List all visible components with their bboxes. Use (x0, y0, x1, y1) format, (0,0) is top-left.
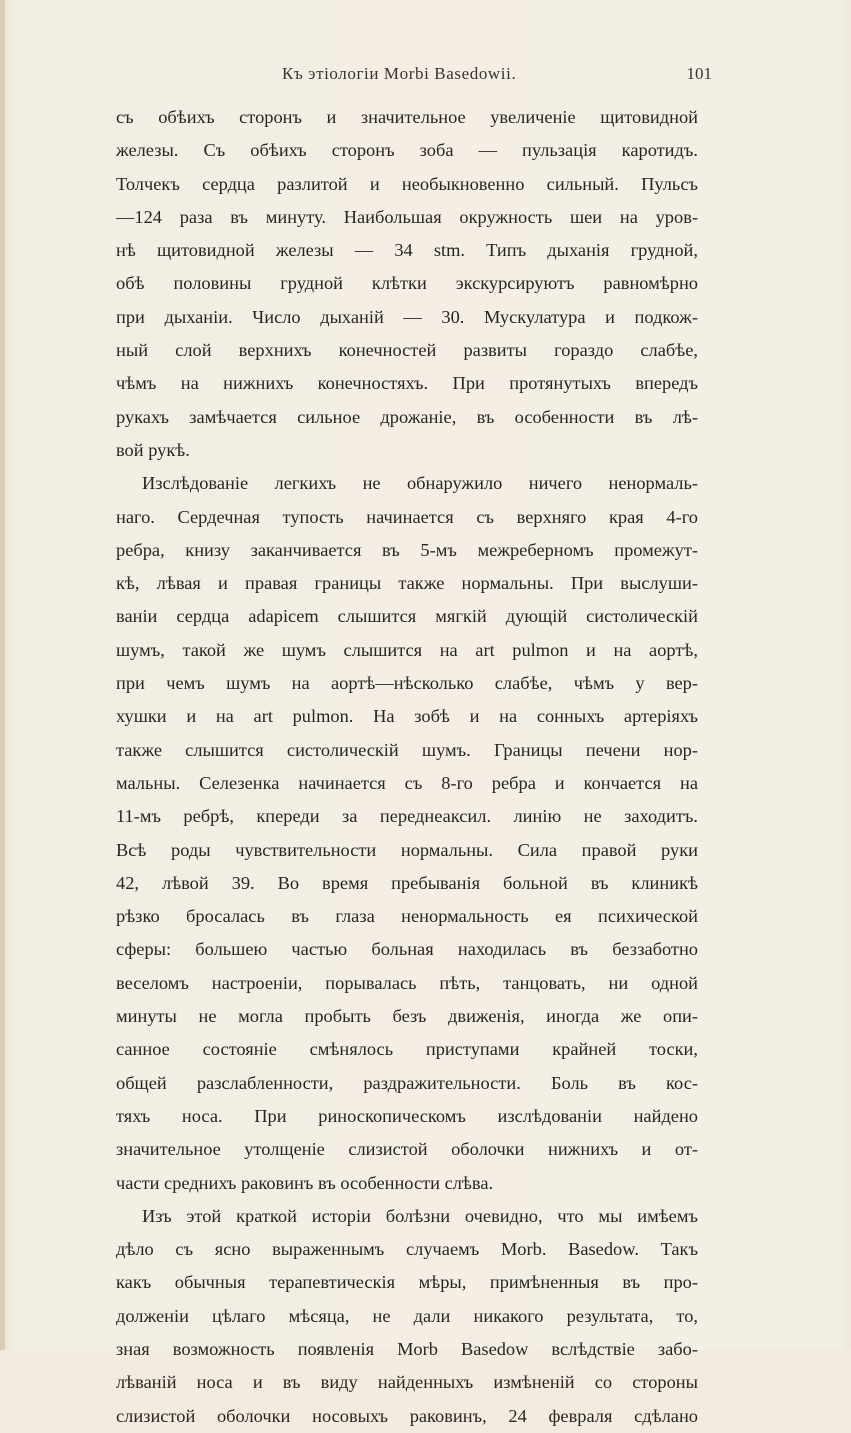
text-line: при дыханiи. Число дыханiй — 30. Мускулатура и подкож- (116, 306, 698, 327)
page-edge (0, 0, 5, 1350)
text-line: 42, лѣвой 39. Во время пребыванiя больной въ клиникѣ (116, 872, 698, 893)
text-line: наго. Сердечная тупость начинается съ верхняго края 4-го (116, 506, 698, 527)
text-line: рукахъ замѣчается сильное дрожанiе, въ особенности въ лѣ- (116, 406, 698, 427)
paragraph-start-line: Изъ этой краткой исторiи болѣзни очевидно, что мы имѣемъ (142, 1205, 698, 1226)
text-line: минуты не могла пробыть безъ движенiя, иногда же опи- (116, 1006, 698, 1027)
text-line: чѣмъ на нижнихъ конечностяхъ. При протянутыхъ впередъ (116, 373, 698, 394)
text-line: лѣванiй носа и въ виду найденныхъ измѣненiй со стороны (116, 1372, 698, 1393)
text-line: веселомъ настроенiи, порывалась пѣть, танцовать, ни одной (116, 972, 698, 993)
text-line: тяхъ носа. При риноскопическомъ изслѣдованiи найдено (116, 1105, 698, 1126)
body-text (116, 101, 698, 1433)
paragraph-end-line: вой рукѣ. (116, 439, 190, 460)
paragraph-start-line: Изслѣдованiе легкихъ не обнаружило ничего ненормаль- (142, 473, 698, 494)
text-line: при чемъ шумъ на аортѣ—нѣсколько слабѣе, чѣмъ у вер- (116, 673, 698, 694)
text-line: кѣ, лѣвая и правая границы также нормальны. При выслуши- (116, 573, 698, 594)
text-line: общей разслабленности, раздражительности. Боль въ кос- (116, 1072, 698, 1093)
text-line: ребра, книзу заканчивается въ 5-мъ межреберномъ промежут- (116, 539, 698, 560)
text-line: нѣ щитовидной железы — 34 stm. Типъ дыханiя грудной, (116, 240, 698, 261)
text-line: Всѣ роды чувствительности нормальны. Сила правой руки (116, 839, 698, 860)
text-line: —124 раза въ минуту. Наибольшая окружность шеи на уров- (116, 206, 698, 227)
text-line: зная возможность появленiя Morb Basedow вслѣдствiе забо- (116, 1338, 698, 1359)
text-line: мальны. Селезенка начинается съ 8-го ребра и кончается на (116, 772, 698, 793)
text-line: санное состоянiе смѣнялось приступами крайней тоски, (116, 1039, 698, 1060)
paragraph-end-line: части среднихъ раковинъ въ особенности слѣва. (116, 1172, 494, 1193)
text-line: слизистой оболочки носовыхъ раковинъ, 24 февраля сдѣлано (116, 1405, 698, 1426)
text-line: ный слой верхнихъ конечностей развиты гораздо слабѣе, (116, 340, 698, 361)
running-head: Къ этiологiи Morbi Basedowii. (282, 64, 517, 83)
text-line: долженiи цѣлаго мѣсяца, не дали никакого результата, то, (116, 1305, 698, 1326)
text-line: какъ обычныя терапевтическiя мѣры, примѣненныя въ про- (116, 1272, 698, 1293)
text-line: 11-мъ ребрѣ, кпереди за переднеаксил. линiю не заходитъ. (116, 806, 698, 827)
text-line: дѣло съ ясно выраженнымъ случаемъ Morb. Basedow. Такъ (116, 1239, 698, 1260)
text-line: также слышится систолическiй шумъ. Границы печени нор- (116, 739, 698, 760)
text-line: сферы: большею частью больная находилась въ беззаботно (116, 939, 698, 960)
text-line: шумъ, такой же шумъ слышится на art pulmon и на аортѣ, (116, 639, 698, 660)
page-number: 101 (686, 64, 712, 83)
text-line: ванiи сердца adapicem слышится мягкiй дующiй систолическiй (116, 606, 698, 627)
text-line: Толчекъ сердца разлитой и необыкновенно сильный. Пульсъ (116, 173, 698, 194)
text-line: съ обѣихъ сторонъ и значительное увеличенiе щитовидной (116, 107, 698, 127)
text-line: хушки и на art pulmon. На зобѣ и на сонныхъ артерiяхъ (116, 706, 698, 727)
text-line: рѣзко бросалась въ глаза ненормальность ея психической (116, 906, 698, 927)
text-line: значительное утолщенiе слизистой оболочки нижнихъ и от- (116, 1139, 698, 1160)
text-line: железы. Съ обѣихъ сторонъ зоба — пульзацiя каротидъ. (116, 140, 698, 161)
text-line: обѣ половины грудной клѣтки экскурсируютъ равномѣрно (116, 273, 698, 294)
